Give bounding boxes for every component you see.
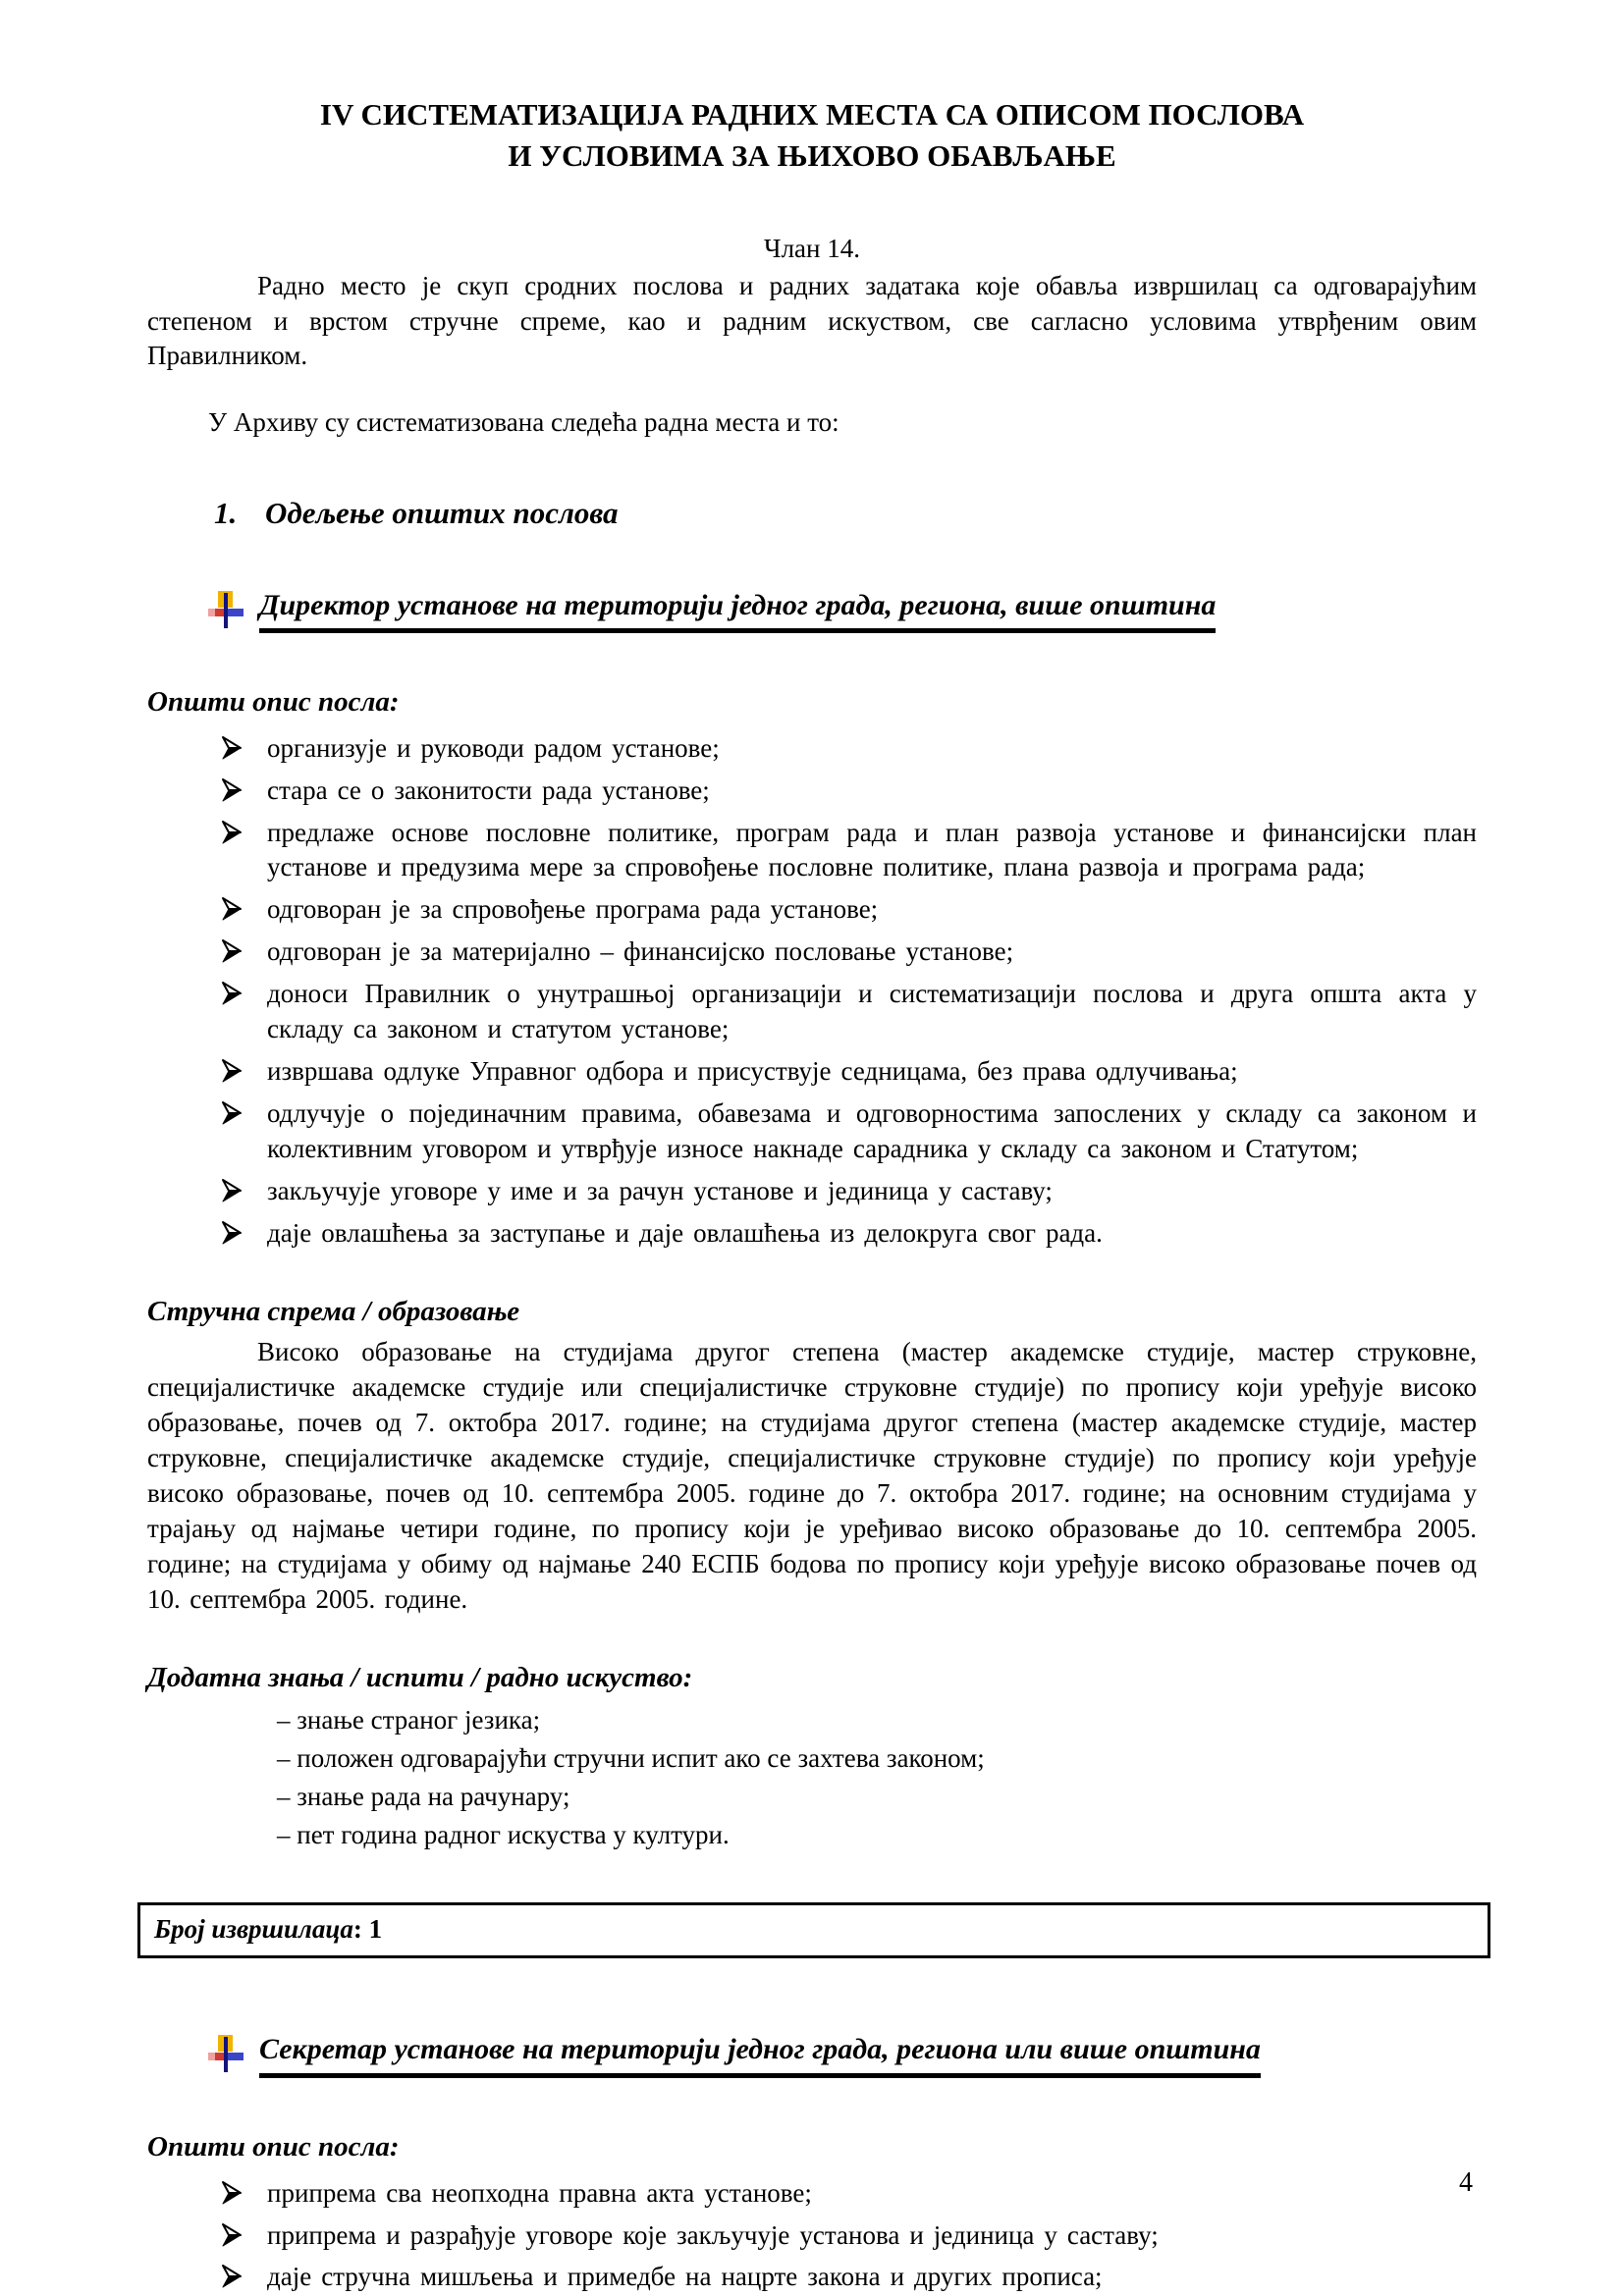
job1-description-heading: Општи опис посла: — [147, 686, 400, 719]
additional-items-list — [147, 1703, 1477, 1853]
section-title: Одељење општих послова — [265, 496, 619, 531]
additional-item: – пет година радног искуства у култури. — [277, 1819, 730, 1849]
duty-text: закључује уговоре у име и за рачун установе и јединица у саставу; — [267, 1175, 1053, 1205]
duty-item — [147, 816, 1477, 886]
duty-text: припрема и разрађује уговоре које закључује установа и јединица у саставу; — [267, 2219, 1159, 2250]
duty-text: извршава одлуке Управног одбора и присуствује седницама, без права одлучивања; — [267, 1055, 1238, 1086]
arrow-bullet-icon — [220, 1220, 244, 1246]
job2-description-heading: Општи опис посла: — [147, 2130, 400, 2163]
duty-item — [147, 2176, 1477, 2212]
headcount-value: 1 — [368, 1913, 383, 1944]
duty-text: стара се о законитости рада установе; — [267, 774, 710, 805]
duty-item — [147, 934, 1477, 970]
colored-cross-bullet-icon — [208, 589, 245, 630]
document-title-line2: И УСЛОВИМА ЗА ЊИХОВО ОБАВЉАЊЕ — [508, 137, 1116, 173]
intro-paragraph: Радно место је скуп сродних послова и радних задатака које обавља извршилац са одговарајућим степеном и врстом стручне спреме, као и радним искуством, све сагласно условима утврђеним овим Правилником. — [147, 270, 1477, 371]
duty-item — [147, 1096, 1477, 1167]
duty-text: одговоран је за материјално – финансијско пословање установе; — [267, 936, 1014, 967]
duty-item — [147, 774, 1477, 809]
section-heading — [147, 494, 1477, 533]
duty-text: доноси Правилник о унутрашњој организацији и систематизацији послова и друга општа акта у складу са законом и статутом установе; — [267, 979, 1477, 1044]
arrow-bullet-icon — [220, 938, 244, 964]
duty-text: организује и руководи радом установе; — [267, 732, 720, 763]
arrow-bullet-icon — [220, 735, 244, 761]
article-heading: Члан 14. — [764, 233, 860, 263]
duty-item — [147, 731, 1477, 767]
arrow-bullet-icon — [220, 896, 244, 922]
duty-text: даје овлашћења за заступање и даје овлашћења из делокруга свог рада. — [267, 1217, 1103, 1248]
additional-item: – знање страног језика; — [277, 1705, 541, 1735]
arrow-bullet-icon — [220, 777, 244, 803]
job-title-row-director — [147, 587, 1477, 634]
additional-item: – знање рада на рачунару; — [277, 1781, 570, 1811]
additional-knowledge-heading: Додатна знања / испити / радно искуство: — [147, 1662, 693, 1694]
duty-item — [147, 1174, 1477, 1209]
page-number: 4 — [1459, 2167, 1473, 2198]
duty-item — [147, 2260, 1477, 2295]
job-title-director: Директор установе на територији једног града, региона, више општина — [259, 587, 1216, 634]
arrow-bullet-icon — [220, 2264, 244, 2289]
colored-cross-bullet-icon — [208, 2033, 245, 2074]
headcount-label: Број извршилаца — [154, 1913, 353, 1944]
section-number: 1. — [214, 496, 238, 531]
duty-item — [147, 1216, 1477, 1252]
additional-item: – положен одговарајући стручни испит ако се захтева законом; — [277, 1743, 985, 1774]
duty-text: даје стручна мишљења и примедбе на нацрте закона и других прописа; — [267, 2262, 1103, 2292]
duty-text: предлаже основе пословне политике, програм рада и план развоја установе и финансијски план установе и предузима мере за спровођење пословне политике, плана развоја и програма рада; — [267, 817, 1477, 882]
arrow-bullet-icon — [220, 2222, 244, 2248]
job-title-secretary: Секретар установе на територији једног града, региона или више општина — [259, 2031, 1261, 2078]
headcount-separator: : — [352, 1913, 369, 1944]
arrow-bullet-icon — [220, 1178, 244, 1203]
education-paragraph: Високо образовање на студијама другог степена (мастер академске студије, мастер струковне, специјалистичке академске студије или специјалистичке струковне студије) по пропису који уређује високо образовање, почев од 7. октобра 2017. године; на студијама другог степена (мастер академске студије, мастер струковне, специјалистичке академске студије, специјалистичке струковне студије) по пропису који уређује високо образовање, почев од 10. септембра 2005. године до 7. октобра 2017. године; на основним студијама у трајању од најмање четири године, по пропису који је уређивао високо образовање до 10. септембра 2005. године; на студијама у обиму од најмање 240 ЕСПБ бодова по пропису који уређује високо образовање почев од 10. септембра 2005. године. — [147, 1337, 1477, 1614]
arrow-bullet-icon — [220, 1100, 244, 1126]
duty-item — [147, 977, 1477, 1047]
duty-text: одлучује о појединачним правима, обавезама и одговорностима запослених у складу са законом и колективним уговором и утврђује износе накнаде сарадника у складу са законом и Статутом; — [267, 1097, 1477, 1163]
systematized-line: У Архиву су систематизована следећа радна места и то: — [208, 407, 839, 438]
job1-duties-list — [147, 731, 1477, 1252]
arrow-bullet-icon — [220, 1058, 244, 1084]
job-title-row-secretary — [147, 2031, 1477, 2078]
arrow-bullet-icon — [220, 981, 244, 1006]
duty-text: одговоран је за спровођење програма рада установе; — [267, 894, 879, 925]
duty-item — [147, 892, 1477, 928]
headcount-box — [137, 1902, 1490, 1959]
education-heading: Стручна спрема / образовање — [147, 1296, 520, 1328]
duty-text: припрема сва неопходна правна акта установе; — [267, 2177, 812, 2208]
document-title-line1: IV СИСТЕМАТИЗАЦИЈА РАДНИХ МЕСТА СА ОПИСОМ ПОСЛОВА — [319, 97, 1305, 132]
job2-duties-list — [147, 2176, 1477, 2296]
duty-item — [147, 2218, 1477, 2254]
duty-item — [147, 1054, 1477, 1090]
arrow-bullet-icon — [220, 2180, 244, 2206]
arrow-bullet-icon — [220, 820, 244, 845]
